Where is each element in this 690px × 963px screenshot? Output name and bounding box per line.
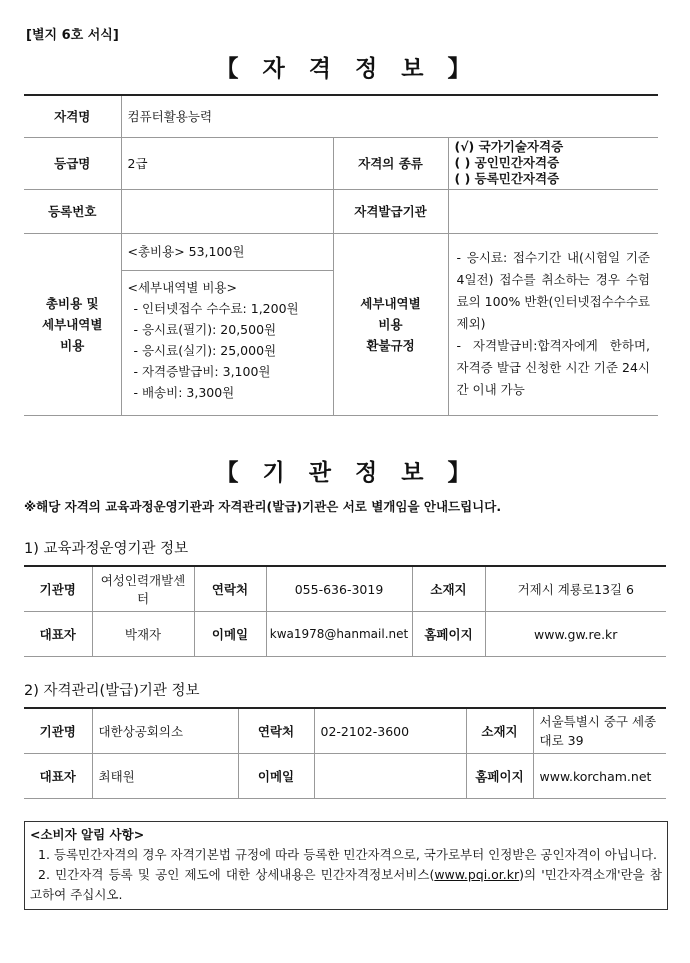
breakdown-item: - 응시료(실기): 25,000원: [133, 342, 277, 358]
mgmt-email-value: [314, 754, 466, 799]
cost-label-line-2: 세부내역별: [42, 316, 103, 332]
kind-option-national: (√) 국가기술자격증: [454, 139, 564, 154]
education-agency-table: [24, 565, 666, 657]
kind-options: [448, 137, 658, 189]
consumer-notice-item-2: [30, 865, 662, 905]
edu-email-value: kwa1978@hanmail.net: [266, 612, 412, 657]
education-agency-section-title: 1) 교육과정운영기관 정보: [24, 541, 189, 557]
breakdown-item: - 자격증발급비: 3,100원: [133, 363, 271, 379]
total-cost: <총비용> 53,100원: [122, 234, 333, 271]
mgmt-homepage-value: www.korcham.net: [533, 754, 666, 799]
kind-label: 자격의 종류: [333, 137, 448, 189]
registration-number-label: 등록번호: [24, 189, 121, 233]
edu-homepage-label: 홈페이지: [412, 612, 485, 657]
mgmt-address-label: 소재지: [466, 708, 533, 754]
edu-org-value: 여성인력개발센터: [92, 566, 194, 612]
refund-label: [333, 233, 448, 415]
cost-detail-cell: [121, 233, 333, 415]
edu-address-value: 거제시 계룡로13길 6: [485, 566, 666, 612]
breakdown-title: <세부내역별 비용>: [127, 279, 237, 295]
edu-homepage-value: www.gw.re.kr: [485, 612, 666, 657]
mgmt-contact-value: 02-2102-3600: [314, 708, 466, 754]
kind-option-registered-private: ( ) 등록민간자격증: [454, 171, 560, 186]
kind-option-certified-private: ( ) 공인민간자격증: [454, 155, 560, 170]
refund-label-line-1: 세부내역별: [360, 295, 421, 311]
qualification-table: [24, 94, 658, 416]
refund-policy-exam: - 응시료: 접수기간 내(시험일 기준 4일전) 접수를 취소하는 경우 수험료의 100% 반환(인터넷접수수수료 제외): [456, 250, 650, 331]
refund-policy-issue: - 자격발급비:합격자에게 한하며, 자격증 발급 신청한 시간 기준 24시간 이내 가능: [456, 338, 650, 397]
refund-policy: [448, 233, 658, 415]
mgmt-contact-label: 연락처: [238, 708, 314, 754]
qualification-name-label: 자격명: [24, 95, 121, 137]
edu-contact-value: 055-636-3019: [266, 566, 412, 612]
mgmt-email-label: 이메일: [238, 754, 314, 799]
mgmt-address-value: 서울특별시 중구 세종대로 39: [533, 708, 666, 754]
issuing-agency-label: 자격발급기관: [333, 189, 448, 233]
consumer-notice-item-2-suffix: )의 '민간자격소개'란을 참고하여 주십시오.: [30, 867, 662, 902]
breakdown-item: - 응시료(필기): 20,500원: [133, 321, 277, 337]
issuing-agency-value: [448, 189, 658, 233]
refund-label-line-3: 환불규정: [366, 337, 415, 353]
cost-label-line-3: 비용: [60, 337, 85, 353]
breakdown-item: - 인터넷접수 수수료: 1,200원: [133, 300, 299, 316]
grade-value: 2급: [121, 137, 333, 189]
edu-rep-label: 대표자: [24, 612, 92, 657]
registration-number-value: [121, 189, 333, 233]
edu-contact-label: 연락처: [194, 566, 266, 612]
cost-breakdown: [122, 271, 333, 407]
consumer-notice-item-1: 1. 등록민간자격의 경우 자격기본법 규정에 따라 등록한 민간자격으로, 국가로부터 인정받은 공인자격이 아닙니다.: [38, 847, 658, 862]
form-number: [별지 6호 서식]: [26, 28, 119, 43]
edu-rep-value: 박재자: [92, 612, 194, 657]
qualification-info-title: 【 자 격 정 보 】: [215, 56, 475, 82]
mgmt-homepage-label: 홈페이지: [466, 754, 533, 799]
consumer-notice-title: <소비자 알림 사항>: [30, 827, 145, 842]
mgmt-rep-label: 대표자: [24, 754, 92, 799]
management-agency-section-title: 2) 자격관리(발급)기관 정보: [24, 683, 200, 699]
pqi-link[interactable]: www.pqi.or.kr: [434, 867, 520, 882]
breakdown-item: - 배송비: 3,300원: [133, 384, 235, 400]
refund-label-line-2: 비용: [378, 316, 403, 332]
cost-label: [24, 233, 121, 415]
cost-label-line-1: 총비용 및: [45, 295, 99, 311]
edu-address-label: 소재지: [412, 566, 485, 612]
qualification-name-value: 컴퓨터활용능력: [121, 95, 658, 137]
consumer-notice-box: [24, 821, 668, 910]
grade-label: 등급명: [24, 137, 121, 189]
organization-info-title: 【 기 관 정 보 】: [215, 460, 475, 486]
mgmt-rep-value: 최태원: [92, 754, 238, 799]
mgmt-org-label: 기관명: [24, 708, 92, 754]
consumer-notice-item-2-prefix: 2. 민간자격 등록 및 공인 제도에 대한 상세내용은 민간자격정보서비스(: [38, 867, 435, 882]
management-agency-table: [24, 707, 666, 799]
mgmt-org-value: 대한상공회의소: [92, 708, 238, 754]
edu-org-label: 기관명: [24, 566, 92, 612]
edu-email-label: 이메일: [194, 612, 266, 657]
separate-agency-notice: ※해당 자격의 교육과정운영기관과 자격관리(발급)기관은 서로 별개임을 안내드립니다.: [24, 499, 502, 514]
